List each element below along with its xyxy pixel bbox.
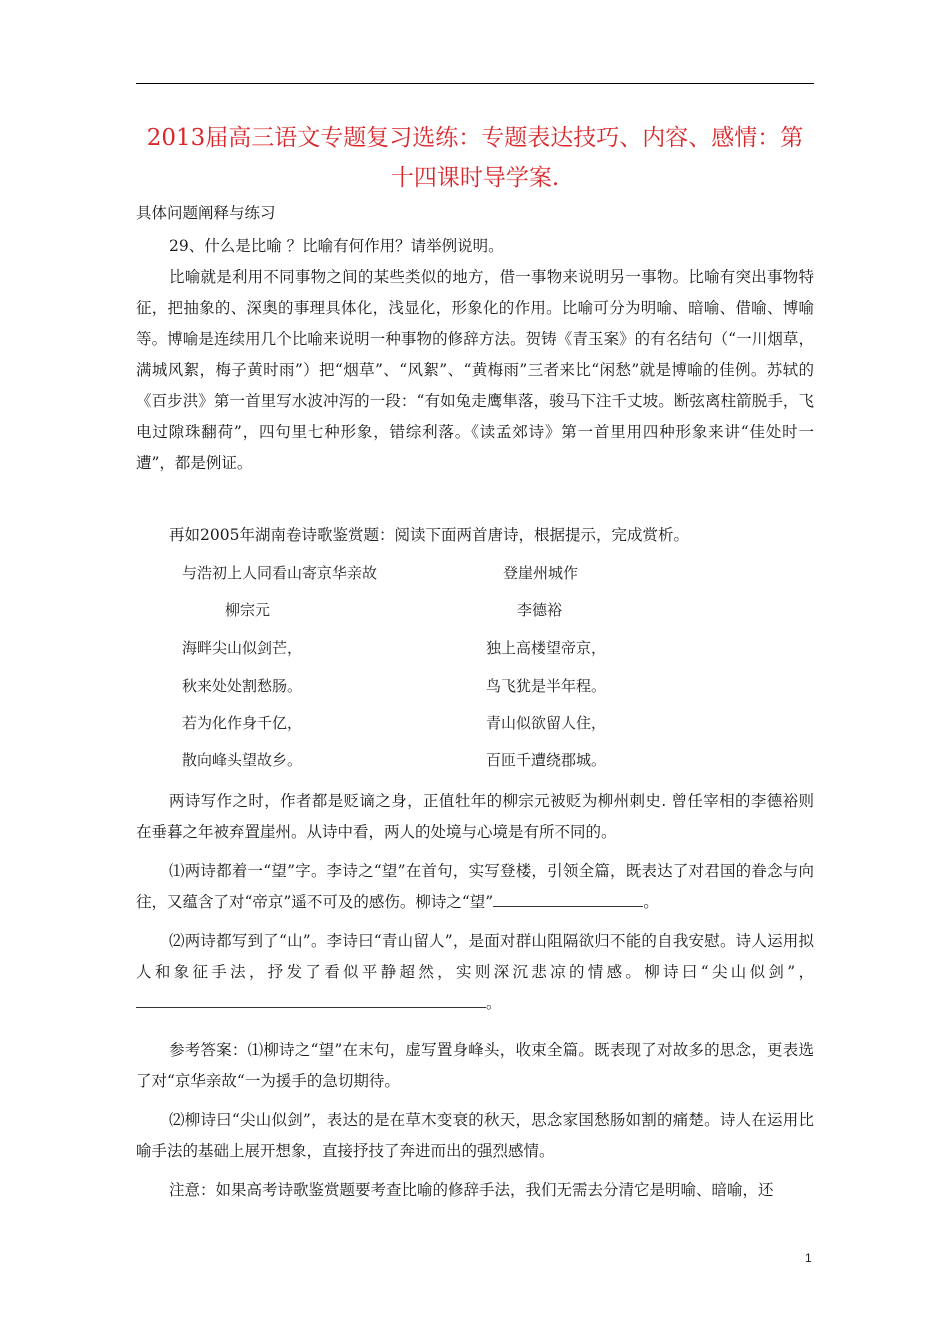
poem-left-line: 秋来处处割愁肠。 [182, 677, 303, 695]
question-1 [136, 856, 814, 918]
poem-left-line: 若为化作身千亿， [182, 714, 303, 732]
poem-left-line: 海畔尖山似剑芒， [182, 639, 303, 657]
poem-left-author: 柳宗元 [225, 601, 271, 619]
note-paragraph: 注意：如果高考诗歌鉴赏题要考查比喻的修辞手法，我们无需去分清它是明喻、暗喻，还 [169, 1181, 774, 1199]
section-heading: 具体问题阐释与练习 [136, 204, 276, 222]
page-number: 1 [805, 1251, 812, 1265]
poem-left-title: 与浩初上人同看山寄京华亲故 [182, 564, 378, 582]
reference-answer-2: ⑵柳诗曰“尖山似剑”，表达的是在草木变衰的秋天，思念家国愁肠如割的痛楚。诗人在运用比喻手法的基础上展开想象，直接抒技了奔进而出的强烈感情。 [136, 1111, 814, 1160]
paragraph-metaphor-explanation: 比喻就是利用不同事物之间的某些类似的地方，借一事物来说明另一事物。比喻有突出事物特征，把抽象的、深奥的事理具体化，浅显化，形象化的作用。比喻可分为明喻、暗喻、借喻、博喻等。博喻是连续用几个比喻来说明一种事物的修辞方法。贺铸《青玉案》的有名结句（“一川烟草，满城风絮，梅子黄时雨”）把“烟草”、“风絮”、“黄梅雨”三者来比“闲愁”就是博喻的佳例。苏轼的《百步洪》第一首里写水波冲泻的一段：“有如兔走鹰隼落，骏马下注千丈坡。断弦离柱箭脱手，飞电过隙珠翻荷”，四句里七种形象，错综利落。《读孟郊诗》第一首里用四种形象来讲“佳处时一遭”，都是例证。 [136, 268, 814, 472]
paragraph-exam-intro: 再如2005年湖南卷诗歌鉴赏题：阅读下面两首唐诗，根据提示，完成赏析。 [169, 526, 689, 544]
question-29: 29、什么是比喻 ？比喻有何作用？请举例说明。 [169, 237, 504, 255]
poem-right-line: 百匝千遭绕郡城。 [486, 751, 607, 769]
question-1-text: ⑴两诗都着一“望”字。李诗之“望”在首句，实写登楼，引领全篇，既表达了对君国的眷念与向往，又蕴含了对“帝京”遥不可及的感伤。柳诗之“望” [136, 862, 814, 911]
poem-left-line: 散向峰头望故乡。 [182, 751, 303, 769]
header-rule [136, 83, 814, 84]
question-2 [136, 926, 814, 1019]
poem-right-title: 登崖州城作 [503, 564, 579, 582]
answer-blank-1[interactable] [493, 890, 643, 907]
poem-right-author: 李德裕 [517, 601, 563, 619]
question-2-end: 。 [486, 994, 502, 1012]
answer-blank-2[interactable] [136, 991, 486, 1008]
question-2-text: ⑵两诗都写到了“山”。李诗曰“青山留人”，是面对群山阻隔欲归不能的自我安慰。诗人运用拟人和象征手法，抒发了看似平静超然，实则深沉悲凉的情感。柳诗曰“尖山似剑”， [136, 932, 814, 981]
paragraph-context: 两诗写作之时，作者都是贬谪之身，正值牡年的柳宗元被贬为柳州刺史. 曾任宰相的李德裕则在垂暮之年被弃置崖州。从诗中看，两人的处境与心境是有所不同的。 [136, 792, 814, 841]
document-title: 2013届高三语文专题复习选练：专题表达技巧、内容、感情：第十四课时导学案. [146, 125, 804, 191]
poem-right-line: 独上高楼望帝京， [486, 639, 607, 657]
poem-right-line: 青山似欲留人住， [486, 714, 607, 732]
poem-right-line: 鸟飞犹是半年程。 [486, 677, 607, 695]
question-1-end: 。 [643, 893, 659, 911]
reference-answer-1: 参考答案：⑴柳诗之“望”在末句，虚写置身峰头，收束全篇。既表现了对故多的思念，更表选了对“京华亲故“一为援手的急切期待。 [136, 1041, 814, 1090]
